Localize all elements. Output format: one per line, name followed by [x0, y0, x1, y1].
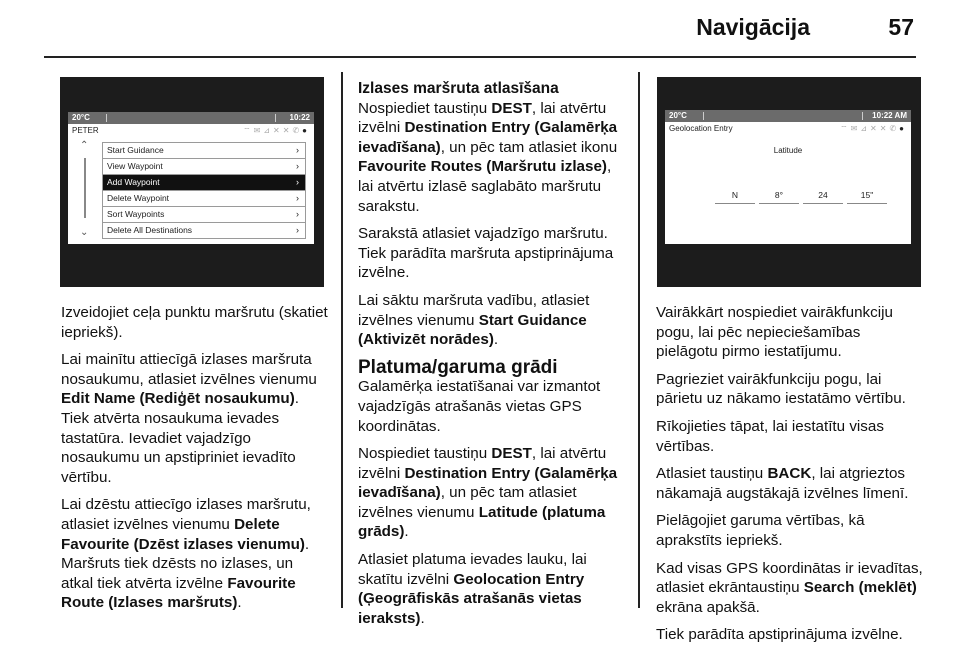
- paragraph: Lai sāktu maršruta vadību, atlasiet izvēlnes vienumu Start Guidance (Aktivizēt norādes).: [358, 291, 590, 349]
- temperature-readout: 20°C: [669, 111, 687, 120]
- chevron-right-icon: ›: [296, 177, 299, 187]
- bluetooth-icon: ✕: [273, 126, 283, 135]
- chevron-right-icon: ›: [296, 209, 299, 219]
- screen-title: Geolocation Entry: [669, 124, 733, 133]
- signal-icon: ⊿: [263, 126, 274, 135]
- paragraph: Vairākkārt nospiediet vairākfunkciju pogu, lai pēc nepieciešamības pielāgotu pirmo iestatījumu.: [656, 304, 893, 361]
- menu-item[interactable]: [102, 142, 306, 159]
- paragraph: Nospiediet taustiņu DEST, lai atvērtu izvēlni Destination Entry (Galamērķa ievadīšana), un pēc tam atlasiet ikonu Favourite Routes (Maršrutu izlase), lai atvērtu izlasē saglabāto maršrutu sarakstu.: [358, 99, 618, 215]
- screenshot-waypoint-menu: [60, 77, 324, 287]
- scroll-down-icon[interactable]: ⌄: [80, 227, 89, 238]
- scroll-up-icon[interactable]: ⌃: [80, 140, 89, 151]
- wifi-icon: ⌔: [840, 124, 851, 133]
- page-number: 57: [888, 14, 914, 40]
- status-separator: [106, 114, 107, 122]
- menu-item-label: Delete Waypoint: [107, 193, 170, 203]
- paragraph: Lai dzēstu attiecīgo izlases maršrutu, atlasiet izvēlnes vienumu Delete Favourite (Dzēst izlases vienumu). Maršruts tiek dzēsts no izlases, un atkal tiek atvērta izvēlne Favourite Route (Izlases maršruts).: [61, 496, 311, 612]
- menu-item[interactable]: [102, 223, 306, 239]
- menu-item[interactable]: [102, 191, 306, 207]
- message-icon: ✉: [850, 124, 861, 133]
- subsection-heading: Izlases maršruta atlasīšana: [358, 80, 559, 97]
- status-separator: [862, 112, 863, 120]
- phone-icon: ✆: [889, 124, 900, 133]
- chevron-right-icon: ›: [296, 161, 299, 171]
- status-icons: [243, 126, 310, 136]
- infotainment-screen: [68, 112, 314, 244]
- menu-item[interactable]: [102, 159, 306, 175]
- latitude-label: Latitude: [773, 146, 803, 155]
- menu-item-label: Sort Waypoints: [107, 209, 165, 219]
- wifi-icon: ⌔: [243, 126, 254, 135]
- clock-readout: 10:22: [289, 113, 310, 122]
- column-2-text: [358, 79, 628, 636]
- status-separator: [275, 114, 276, 122]
- scroll-track[interactable]: [84, 158, 86, 218]
- field-value: N: [731, 190, 739, 200]
- menu-item-label: Delete All Destinations: [107, 225, 193, 235]
- field-value: 24: [818, 190, 828, 200]
- waypoint-menu: [102, 142, 306, 239]
- hemisphere-field[interactable]: [715, 190, 755, 204]
- paragraph: Nospiediet taustiņu DEST, lai atvērtu izvēlni Destination Entry (Galamērķa ievadīšana), un pēc tam atlasiet izvēlnes vienumu Latitude (platuma grāds).: [358, 445, 618, 541]
- chevron-right-icon: ›: [296, 145, 299, 155]
- infotainment-screen: [665, 110, 911, 244]
- column-3-text: [656, 303, 926, 653]
- paragraph: Rīkojieties tāpat, lai iestatītu visas vērtības.: [656, 417, 884, 455]
- status-icons: [840, 124, 907, 134]
- menu-item-label: View Waypoint: [107, 161, 163, 171]
- temperature-readout: 20°C: [72, 113, 90, 122]
- paragraph: Lai mainītu attiecīgā izlases maršruta nosaukumu, atlasiet izvēlnes vienumu Edit Name (Rediģēt nosaukumu). Tiek atvērta nosaukuma ievades tastatūra. Ievadiet vajadzīgo nosaukumu un apstipriniet ievadīto vērtību.: [61, 351, 317, 486]
- scrollbar[interactable]: [78, 140, 92, 238]
- field-value: 15": [860, 190, 874, 200]
- bluetooth-icon: ✕: [870, 124, 880, 133]
- chevron-right-icon: ›: [296, 193, 299, 203]
- paragraph: Galamērķa iestatīšanai var izmantot vajadzīgās atrašanās vietas GPS koordinātas.: [358, 378, 601, 435]
- degrees-field[interactable]: [759, 190, 799, 204]
- menu-item[interactable]: [102, 207, 306, 223]
- page-header-title: Navigācija: [696, 14, 810, 40]
- paragraph: Tiek parādīta apstiprinājuma izvēlne.: [656, 626, 903, 644]
- status-bar: [68, 112, 314, 124]
- header-rule: [44, 56, 916, 58]
- column-1-text: [61, 303, 329, 621]
- paragraph: Sarakstā atlasiet vajadzīgo maršrutu. Tiek parādīta maršruta apstiprinājuma izvēlne.: [358, 225, 614, 282]
- column-divider: [638, 72, 640, 608]
- menu-item-label: Add Waypoint: [107, 177, 160, 187]
- paragraph: Pagrieziet vairākfunkciju pogu, lai pārietu uz nākamo iestatāmo vērtību.: [656, 370, 906, 408]
- seconds-field[interactable]: [847, 190, 887, 204]
- settings-icon: ●: [899, 124, 907, 133]
- mute-icon: ✕: [282, 126, 293, 135]
- column-divider: [341, 72, 343, 608]
- menu-item-label: Start Guidance: [107, 145, 164, 155]
- paragraph: Pielāgojiet garuma vērtības, kā aprakstīts iepriekš.: [656, 512, 865, 549]
- paragraph: Atlasiet platuma ievades lauku, lai skatītu izvēlni Geolocation Entry (Ģeogrāfiskās atrašanās vietas ieraksts).: [358, 551, 587, 627]
- field-value: 8°: [774, 190, 784, 200]
- signal-icon: ⊿: [860, 124, 871, 133]
- paragraph: Izveidojiet ceļa punktu maršrutu (skatiet iepriekš).: [61, 304, 328, 341]
- message-icon: ✉: [253, 126, 264, 135]
- mute-icon: ✕: [879, 124, 890, 133]
- menu-item[interactable]: [102, 175, 306, 191]
- status-separator: [703, 112, 704, 120]
- settings-icon: ●: [302, 126, 310, 135]
- paragraph: Atlasiet taustiņu BACK, lai atgrieztos nākamajā augstākajā izvēlnes līmenī.: [656, 465, 909, 502]
- screenshot-geolocation-entry: [657, 77, 921, 287]
- paragraph: Kad visas GPS koordinātas ir ievadītas, atlasiet ekrāntaustiņu Search (meklēt) ekrāna apakšā.: [656, 559, 923, 616]
- screen-title: PETER: [72, 126, 99, 135]
- phone-icon: ✆: [292, 126, 303, 135]
- chevron-right-icon: ›: [296, 225, 299, 235]
- status-bar: [665, 110, 911, 122]
- section-heading: Platuma/garuma grādi: [358, 356, 558, 378]
- clock-readout: 10:22 AM: [872, 111, 907, 120]
- minutes-field[interactable]: [803, 190, 843, 204]
